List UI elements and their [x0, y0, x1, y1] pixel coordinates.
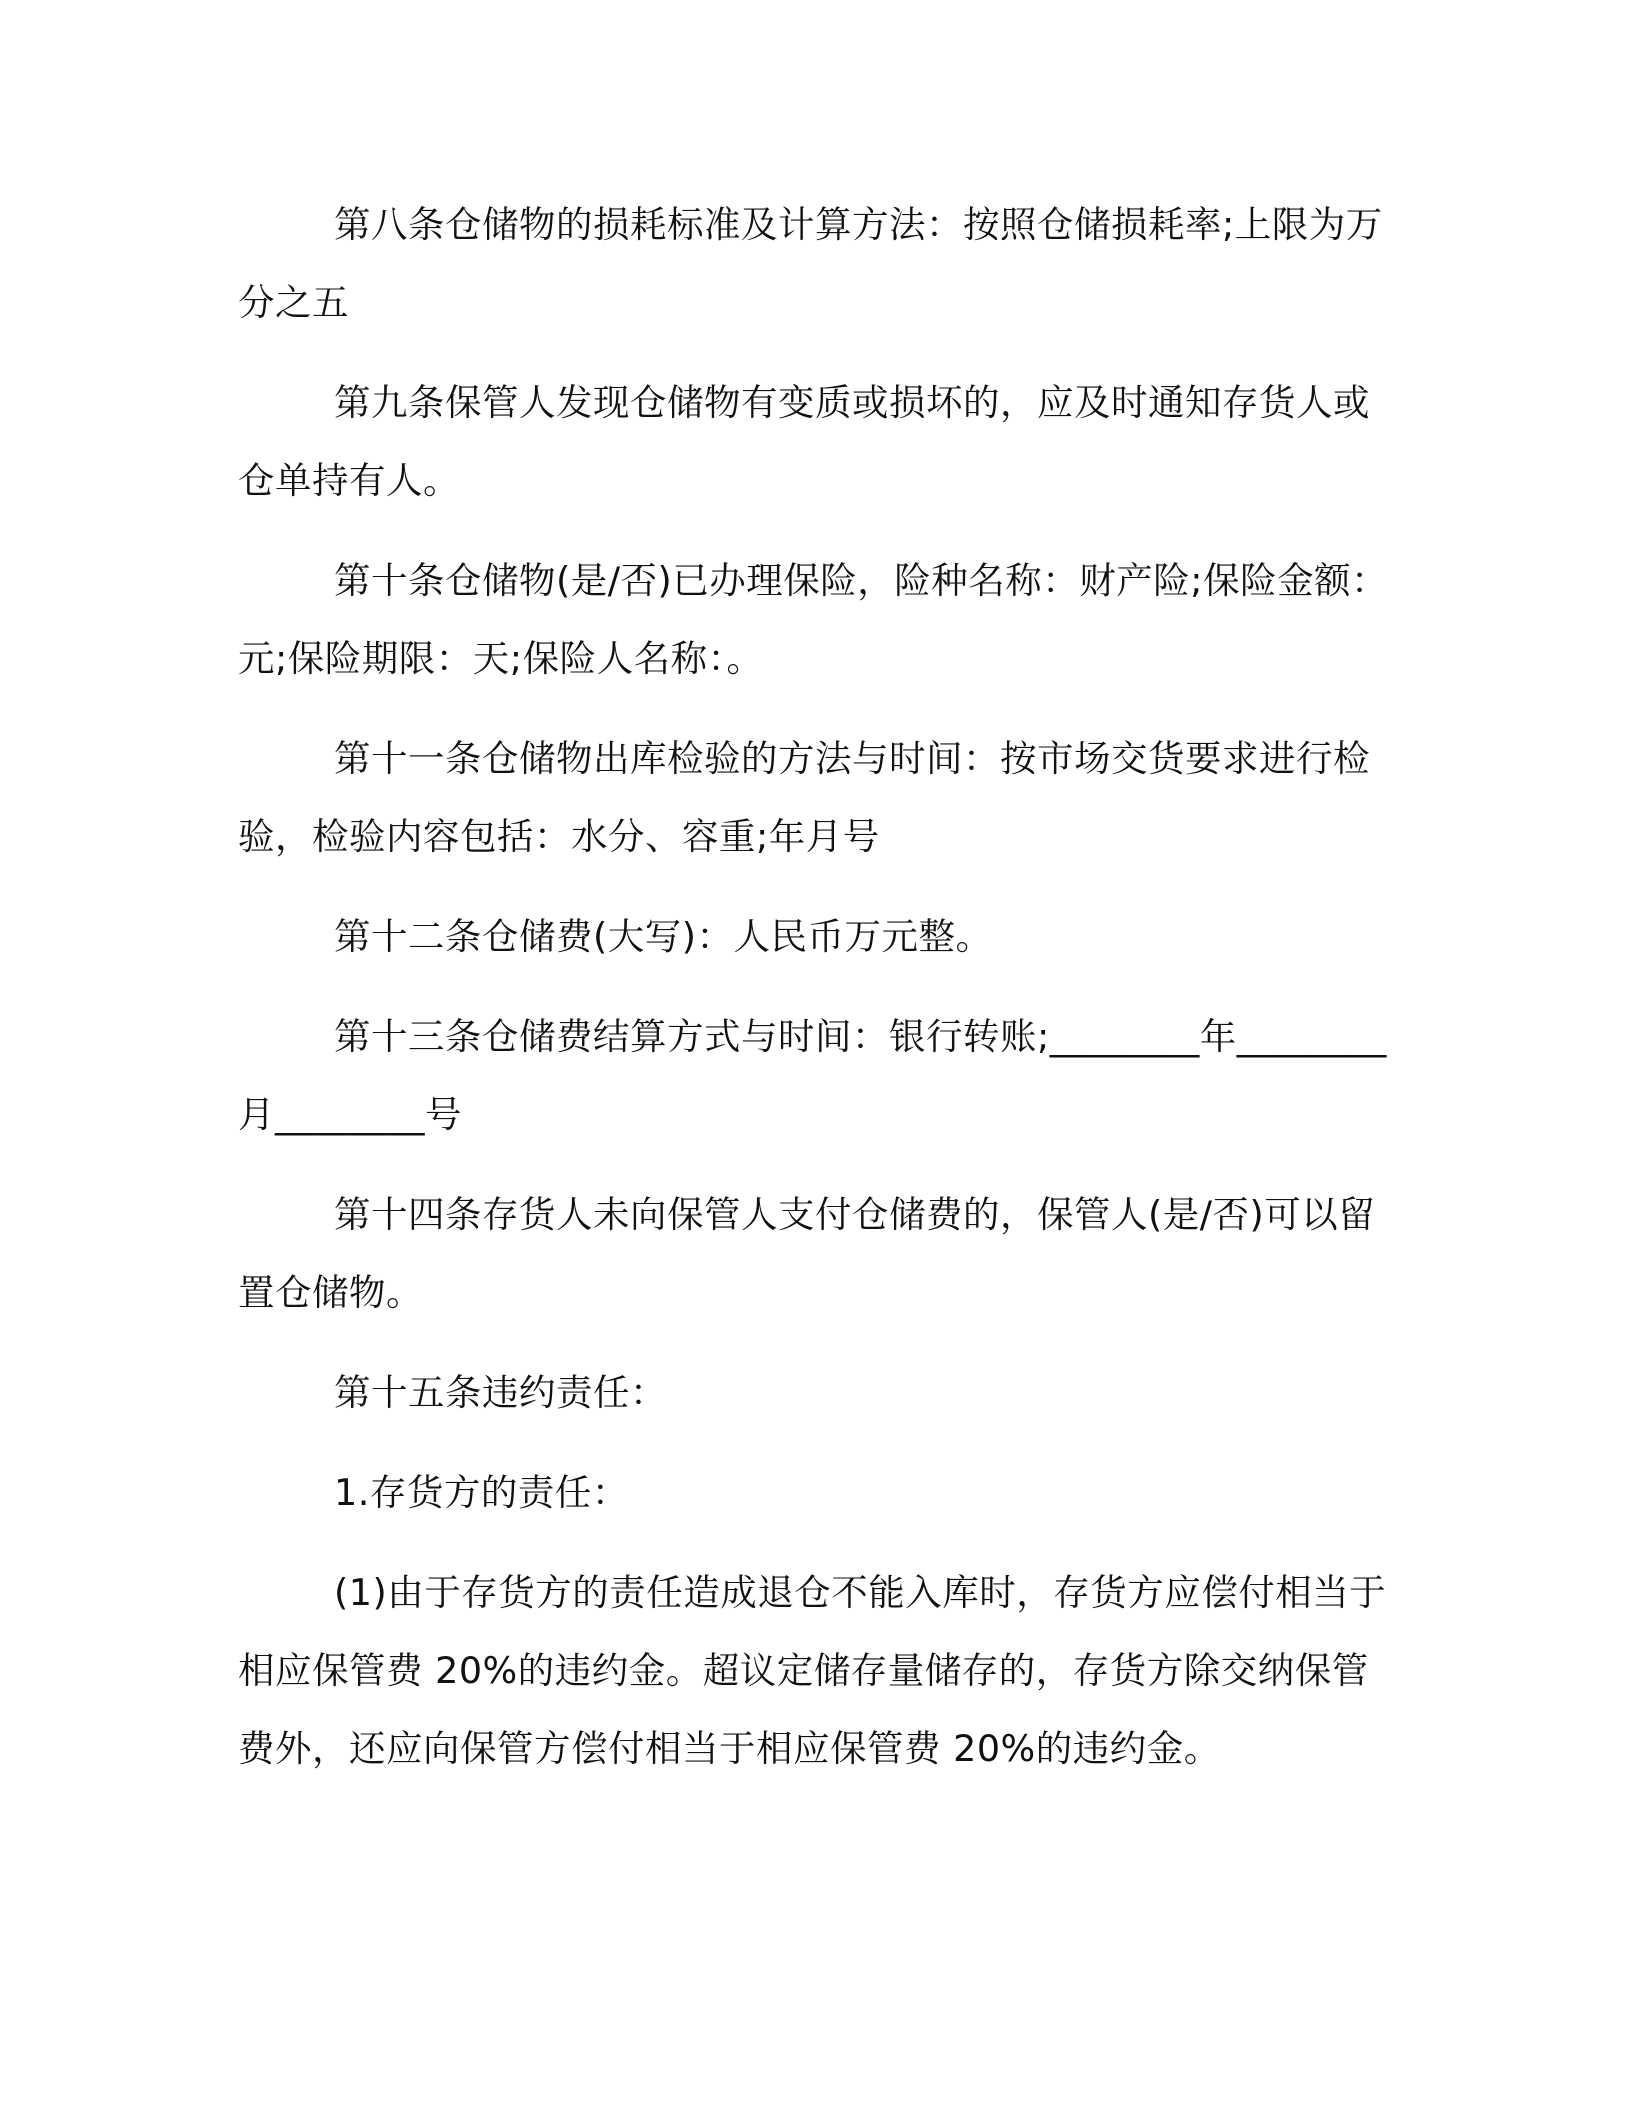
paragraph-article-10: 第十条仓储物(是/否)已办理保险，险种名称：财产险;保险金额：元;保险期限：天;保险人名称：。: [238, 559, 1389, 680]
paragraph-article-13: 第十三条仓储费结算方式与时间：银行转账;________年________月________号: [238, 1015, 1387, 1136]
paragraph-article-9: 第九条保管人发现仓储物有变质或损坏的，应及时通知存货人或仓单持有人。: [238, 381, 1370, 502]
paragraph-article-14: 第十四条存货人未向保管人支付仓储费的，保管人(是/否)可以留置仓储物。: [238, 1193, 1376, 1314]
paragraph-depositor-liability-heading: 1.存货方的责任：: [334, 1471, 629, 1514]
paragraph-article-12: 第十二条仓储费(大写)：人民币万元整。: [334, 915, 993, 958]
paragraph-depositor-liability-item-1: (1)由于存货方的责任造成退仓不能入库时，存货方应偿付相当于相应保管费 20%的违约金。超议定储存量储存的，存货方除交纳保管费外，还应向保管方偿付相当于相应保管费 20%的违约金。: [238, 1571, 1387, 1770]
document-body: [238, 186, 1394, 1810]
paragraph-article-15: 第十五条违约责任：: [334, 1371, 667, 1414]
paragraph-article-8: 第八条仓储物的损耗标准及计算方法：按照仓储损耗率;上限为万分之五: [238, 203, 1383, 324]
paragraph-article-11: 第十一条仓储物出库检验的方法与时间：按市场交货要求进行检验，检验内容包括：水分、容重;年月号: [238, 737, 1370, 858]
